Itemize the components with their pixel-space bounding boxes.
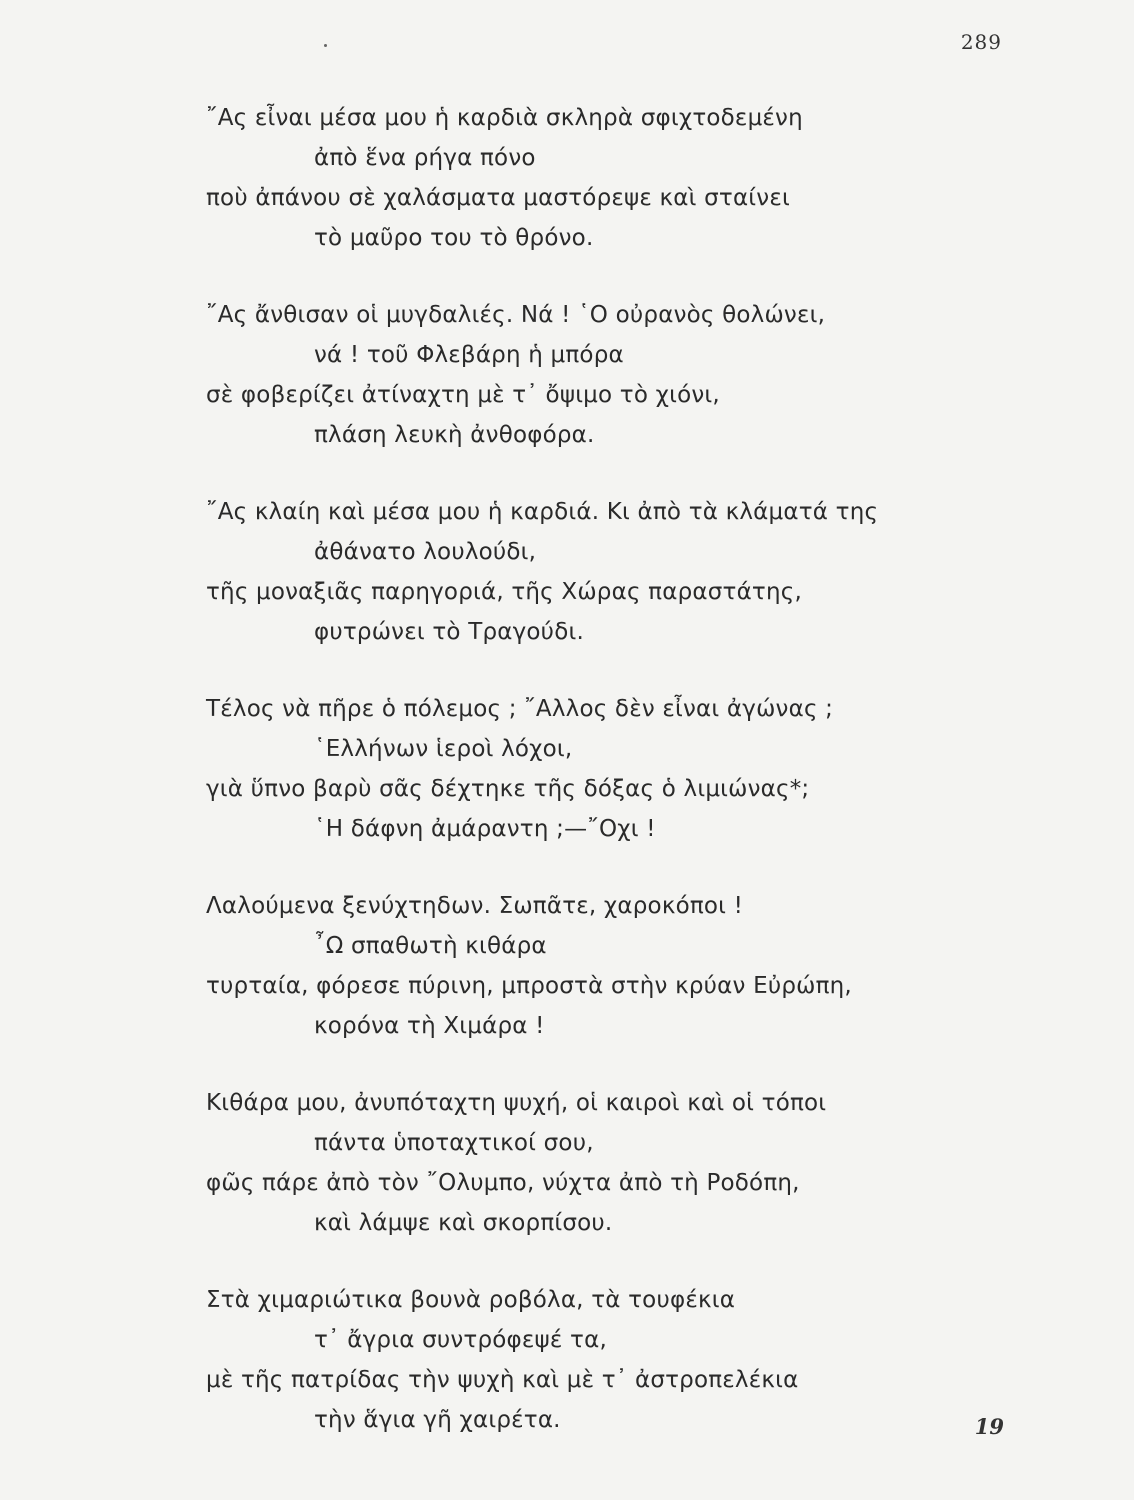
- stanza: [206, 492, 966, 652]
- stanza: [206, 1280, 966, 1440]
- poem-line: ῎Ας εἶναι μέσα μου ἡ καρδιὰ σκληρὰ σφιχτοδεμένη: [206, 105, 803, 131]
- poem-line: ἀπὸ ἕνα ρήγα πόνο: [314, 145, 536, 171]
- poem-line: φυτρώνει τὸ Τραγούδι.: [314, 619, 584, 645]
- poem-line: τ᾽ ἄγρια συντρόφεψέ τα,: [314, 1327, 607, 1353]
- page-dot-mark: [324, 44, 327, 47]
- poem-line: τὴν ἅγια γῆ χαιρέτα.: [314, 1407, 561, 1433]
- stanza: [206, 1083, 966, 1243]
- poem-line: τὸ μαῦρο του τὸ θρόνο.: [314, 225, 594, 251]
- poem-line: Λαλούμενα ξενύχτηδων. Σωπᾶτε, χαροκόποι !: [206, 893, 744, 919]
- poem-line: ῏Ω σπαθωτὴ κιθάρα: [314, 933, 547, 959]
- poem-line: ῾Η δάφνη ἀμάραντη ;—῎Οχι !: [314, 816, 656, 842]
- poem-line: πάντα ὑποταχτικοί σου,: [314, 1130, 594, 1156]
- poem-line: Στὰ χιμαριώτικα βουνὰ ροβόλα, τὰ τουφέκια: [206, 1287, 736, 1313]
- poem-line: πλάση λευκὴ ἀνθοφόρα.: [314, 422, 595, 448]
- poem-line: ῎Ας ἄνθισαν οἱ μυγδαλιές. Νά ! ῾Ο οὐρανὸς θολώνει,: [206, 302, 826, 328]
- stanza: [206, 295, 966, 455]
- stanza: [206, 98, 966, 258]
- poem-line: καὶ λάμψε καὶ σκορπίσου.: [314, 1210, 613, 1236]
- poem-line: νά ! τοῦ Φλεβάρη ἡ μπόρα: [314, 342, 624, 368]
- poem-line: γιὰ ὕπνο βαρὺ σᾶς δέχτηκε τῆς δόξας ὁ λιμιώνας*;: [206, 776, 810, 802]
- page-number: 289: [960, 30, 1002, 54]
- stanza: [206, 886, 966, 1046]
- poem-line: φῶς πάρε ἀπὸ τὸν ῎Ολυμπο, νύχτα ἀπὸ τὴ Ροδόπη,: [206, 1170, 800, 1196]
- poem-line: ῾Ελλήνων ἱεροὶ λόχοι,: [314, 736, 573, 762]
- poem-line: Κιθάρα μου, ἀνυπόταχτη ψυχή, οἱ καιροὶ καὶ οἱ τόποι: [206, 1090, 827, 1116]
- stanza: [206, 689, 966, 849]
- poem-line: σὲ φοβερίζει ἀτίναχτη μὲ τ᾽ ὄψιμο τὸ χιόνι,: [206, 382, 720, 408]
- poem-line: τυρταία, φόρεσε πύρινη, μπροστὰ στὴν κρύαν Εὐρώπη,: [206, 973, 852, 999]
- poem: [206, 98, 966, 1477]
- poem-line: τῆς μοναξιᾶς παρηγοριά, τῆς Χώρας παραστάτης,: [206, 579, 802, 605]
- poem-line: ῎Ας κλαίη καὶ μέσα μου ἡ καρδιά. Κι ἀπὸ τὰ κλάματά της: [206, 499, 879, 525]
- poem-line: ἀθάνατο λουλούδι,: [314, 539, 537, 565]
- poem-line: μὲ τῆς πατρίδας τὴν ψυχὴ καὶ μὲ τ᾽ ἀστροπελέκια: [206, 1367, 799, 1393]
- signature-mark: 19: [974, 1414, 1004, 1439]
- poem-line: κορόνα τὴ Χιμάρα !: [314, 1013, 545, 1039]
- poem-line: Τέλος νὰ πῆρε ὁ πόλεμος ; ῎Αλλος δὲν εἶναι ἀγώνας ;: [206, 696, 834, 722]
- poem-line: ποὺ ἀπάνου σὲ χαλάσματα μαστόρεψε καὶ σταίνει: [206, 185, 790, 211]
